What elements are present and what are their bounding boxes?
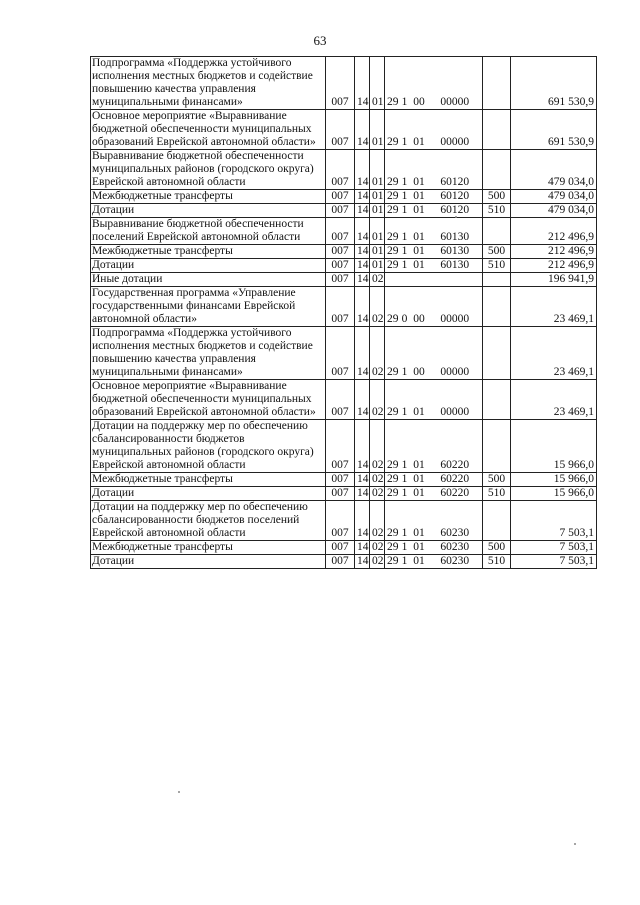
row-rz-code: 14 xyxy=(355,259,370,273)
row-subprogram-code: 1 xyxy=(399,487,411,501)
row-subprogram-code: 1 xyxy=(399,555,411,569)
table-row xyxy=(91,218,597,245)
row-rz-code: 14 xyxy=(355,420,370,473)
table-row xyxy=(91,487,597,501)
row-direction-code: 60230 xyxy=(428,541,483,555)
row-rz-code: 14 xyxy=(355,245,370,259)
row-program-code: 29 xyxy=(385,287,399,327)
row-direction-code: 60120 xyxy=(428,150,483,190)
row-name: Дотации на поддержку мер по обеспечению сбалансированности бюджетов муниципальных районов (городского округа) Еврейской автономной области xyxy=(91,420,326,473)
scan-speck xyxy=(178,791,180,793)
row-vr-code xyxy=(483,110,511,150)
row-vr-code: 510 xyxy=(483,555,511,569)
row-name: Дотации xyxy=(91,259,326,273)
table-row xyxy=(91,380,597,420)
row-gr-code: 007 xyxy=(326,57,355,110)
row-gr-code: 007 xyxy=(326,259,355,273)
row-subprogram-code: 1 xyxy=(399,259,411,273)
row-program-code: 29 xyxy=(385,327,399,380)
row-vr-code xyxy=(483,273,511,287)
row-gr-code: 007 xyxy=(326,555,355,569)
row-program-code: 29 xyxy=(385,501,399,541)
row-name: Основное мероприятие «Выравнивание бюджетной обеспеченности муниципальных образований Еврейской автономной области» xyxy=(91,110,326,150)
row-rz-code: 14 xyxy=(355,541,370,555)
row-event-code: 00 xyxy=(411,327,428,380)
row-sum: 7 503,1 xyxy=(511,501,597,541)
table-row xyxy=(91,473,597,487)
row-direction-code: 00000 xyxy=(428,287,483,327)
row-direction-code: 60130 xyxy=(428,218,483,245)
row-name: Межбюджетные трансферты xyxy=(91,190,326,204)
row-sum: 7 503,1 xyxy=(511,541,597,555)
table-row xyxy=(91,204,597,218)
row-gr-code: 007 xyxy=(326,218,355,245)
row-direction-code: 60230 xyxy=(428,501,483,541)
row-subprogram-code: 1 xyxy=(399,473,411,487)
row-event-code: 01 xyxy=(411,541,428,555)
table-row xyxy=(91,190,597,204)
row-pr-code: 01 xyxy=(370,190,385,204)
table-row xyxy=(91,555,597,569)
row-subprogram-code: 1 xyxy=(399,380,411,420)
row-sum: 212 496,9 xyxy=(511,245,597,259)
row-name: Межбюджетные трансферты xyxy=(91,473,326,487)
table-row xyxy=(91,420,597,473)
row-event-code: 01 xyxy=(411,190,428,204)
row-subprogram-code: 1 xyxy=(399,190,411,204)
scan-speck xyxy=(455,216,457,218)
row-vr-code: 510 xyxy=(483,487,511,501)
row-gr-code: 007 xyxy=(326,287,355,327)
row-program-code: 29 xyxy=(385,150,399,190)
row-name: Иные дотации xyxy=(91,273,326,287)
row-pr-code: 02 xyxy=(370,327,385,380)
row-gr-code: 007 xyxy=(326,190,355,204)
row-event-code xyxy=(411,273,428,287)
table-row xyxy=(91,57,597,110)
row-name: Подпрограмма «Поддержка устойчивого исполнения местных бюджетов и содействие повышению качества управления муниципальными финансами» xyxy=(91,327,326,380)
row-vr-code xyxy=(483,501,511,541)
row-subprogram-code: 1 xyxy=(399,541,411,555)
row-pr-code: 01 xyxy=(370,110,385,150)
row-direction-code: 00000 xyxy=(428,327,483,380)
row-vr-code: 500 xyxy=(483,473,511,487)
row-sum: 212 496,9 xyxy=(511,218,597,245)
row-program-code: 29 xyxy=(385,259,399,273)
row-rz-code: 14 xyxy=(355,204,370,218)
row-subprogram-code: 0 xyxy=(399,287,411,327)
row-pr-code: 02 xyxy=(370,555,385,569)
row-program-code: 29 xyxy=(385,541,399,555)
row-pr-code: 01 xyxy=(370,150,385,190)
row-gr-code: 007 xyxy=(326,245,355,259)
row-program-code: 29 xyxy=(385,420,399,473)
row-rz-code: 14 xyxy=(355,273,370,287)
row-direction-code: 60220 xyxy=(428,420,483,473)
row-rz-code: 14 xyxy=(355,110,370,150)
row-rz-code: 14 xyxy=(355,501,370,541)
row-event-code: 01 xyxy=(411,245,428,259)
row-pr-code: 01 xyxy=(370,259,385,273)
row-rz-code: 14 xyxy=(355,57,370,110)
row-name: Дотации xyxy=(91,555,326,569)
budget-table xyxy=(90,56,597,569)
row-event-code: 01 xyxy=(411,420,428,473)
row-vr-code xyxy=(483,327,511,380)
row-gr-code: 007 xyxy=(326,204,355,218)
row-gr-code: 007 xyxy=(326,541,355,555)
table-row xyxy=(91,110,597,150)
row-rz-code: 14 xyxy=(355,555,370,569)
row-direction-code: 60130 xyxy=(428,259,483,273)
row-name: Выравнивание бюджетной обеспеченности поселений Еврейской автономной области xyxy=(91,218,326,245)
row-vr-code: 510 xyxy=(483,204,511,218)
table-row xyxy=(91,541,597,555)
row-name: Межбюджетные трансферты xyxy=(91,245,326,259)
row-direction-code: 00000 xyxy=(428,380,483,420)
row-rz-code: 14 xyxy=(355,327,370,380)
row-program-code: 29 xyxy=(385,110,399,150)
row-vr-code: 500 xyxy=(483,541,511,555)
row-program-code: 29 xyxy=(385,190,399,204)
row-pr-code: 02 xyxy=(370,273,385,287)
table-row xyxy=(91,259,597,273)
row-rz-code: 14 xyxy=(355,487,370,501)
scan-speck xyxy=(574,843,576,845)
row-direction-code: 60230 xyxy=(428,555,483,569)
page-number: 63 xyxy=(313,33,327,48)
row-direction-code: 60130 xyxy=(428,245,483,259)
row-pr-code: 02 xyxy=(370,541,385,555)
row-gr-code: 007 xyxy=(326,273,355,287)
row-event-code: 01 xyxy=(411,259,428,273)
table-row xyxy=(91,273,597,287)
row-event-code: 01 xyxy=(411,501,428,541)
row-direction-code: 60220 xyxy=(428,487,483,501)
row-event-code: 01 xyxy=(411,380,428,420)
row-subprogram-code: 1 xyxy=(399,150,411,190)
row-subprogram-code xyxy=(399,273,411,287)
row-rz-code: 14 xyxy=(355,287,370,327)
row-subprogram-code: 1 xyxy=(399,501,411,541)
row-gr-code: 007 xyxy=(326,501,355,541)
row-subprogram-code: 1 xyxy=(399,420,411,473)
row-name: Межбюджетные трансферты xyxy=(91,541,326,555)
row-gr-code: 007 xyxy=(326,110,355,150)
row-pr-code: 01 xyxy=(370,245,385,259)
row-event-code: 01 xyxy=(411,487,428,501)
row-program-code: 29 xyxy=(385,473,399,487)
row-name: Дотации xyxy=(91,487,326,501)
row-vr-code: 500 xyxy=(483,190,511,204)
row-vr-code xyxy=(483,218,511,245)
row-rz-code: 14 xyxy=(355,190,370,204)
row-event-code: 01 xyxy=(411,218,428,245)
row-event-code: 01 xyxy=(411,473,428,487)
row-sum: 196 941,9 xyxy=(511,273,597,287)
row-rz-code: 14 xyxy=(355,218,370,245)
row-vr-code xyxy=(483,380,511,420)
row-vr-code: 500 xyxy=(483,245,511,259)
row-subprogram-code: 1 xyxy=(399,245,411,259)
row-vr-code xyxy=(483,287,511,327)
row-pr-code: 02 xyxy=(370,380,385,420)
row-subprogram-code: 1 xyxy=(399,204,411,218)
row-direction-code: 00000 xyxy=(428,110,483,150)
row-sum: 23 469,1 xyxy=(511,380,597,420)
budget-table-body xyxy=(91,57,597,569)
row-rz-code: 14 xyxy=(355,473,370,487)
row-program-code: 29 xyxy=(385,218,399,245)
row-sum: 15 966,0 xyxy=(511,420,597,473)
row-event-code: 00 xyxy=(411,287,428,327)
row-sum: 23 469,1 xyxy=(511,287,597,327)
row-gr-code: 007 xyxy=(326,327,355,380)
row-subprogram-code: 1 xyxy=(399,57,411,110)
row-subprogram-code: 1 xyxy=(399,110,411,150)
row-pr-code: 01 xyxy=(370,57,385,110)
row-sum: 15 966,0 xyxy=(511,473,597,487)
row-program-code: 29 xyxy=(385,555,399,569)
row-name: Дотации на поддержку мер по обеспечению сбалансированности бюджетов поселений Еврейской автономной области xyxy=(91,501,326,541)
row-direction-code: 00000 xyxy=(428,57,483,110)
row-direction-code: 60220 xyxy=(428,473,483,487)
row-pr-code: 02 xyxy=(370,420,385,473)
row-event-code: 00 xyxy=(411,57,428,110)
row-gr-code: 007 xyxy=(326,487,355,501)
row-gr-code: 007 xyxy=(326,473,355,487)
row-rz-code: 14 xyxy=(355,150,370,190)
row-pr-code: 01 xyxy=(370,204,385,218)
row-program-code: 29 xyxy=(385,204,399,218)
row-gr-code: 007 xyxy=(326,150,355,190)
row-sum: 479 034,0 xyxy=(511,190,597,204)
row-direction-code: 60120 xyxy=(428,204,483,218)
row-pr-code: 01 xyxy=(370,218,385,245)
row-direction-code: 60120 xyxy=(428,190,483,204)
row-program-code: 29 xyxy=(385,380,399,420)
row-vr-code xyxy=(483,150,511,190)
row-pr-code: 02 xyxy=(370,287,385,327)
row-name: Государственная программа «Управление государственными финансами Еврейской автономной области» xyxy=(91,287,326,327)
row-program-code: 29 xyxy=(385,57,399,110)
row-name: Выравнивание бюджетной обеспеченности муниципальных районов (городского округа) Еврейской автономной области xyxy=(91,150,326,190)
table-row xyxy=(91,327,597,380)
row-event-code: 01 xyxy=(411,204,428,218)
row-name: Дотации xyxy=(91,204,326,218)
row-sum: 691 530,9 xyxy=(511,110,597,150)
row-sum: 691 530,9 xyxy=(511,57,597,110)
row-gr-code: 007 xyxy=(326,420,355,473)
row-vr-code xyxy=(483,57,511,110)
row-gr-code: 007 xyxy=(326,380,355,420)
row-direction-code xyxy=(428,273,483,287)
row-sum: 479 034,0 xyxy=(511,150,597,190)
row-name: Основное мероприятие «Выравнивание бюджетной обеспеченности муниципальных образований Еврейской автономной области» xyxy=(91,380,326,420)
row-program-code xyxy=(385,273,399,287)
row-sum: 7 503,1 xyxy=(511,555,597,569)
row-rz-code: 14 xyxy=(355,380,370,420)
row-event-code: 01 xyxy=(411,150,428,190)
row-name: Подпрограмма «Поддержка устойчивого исполнения местных бюджетов и содействие повышению качества управления муниципальными финансами» xyxy=(91,57,326,110)
table-row xyxy=(91,150,597,190)
row-sum: 479 034,0 xyxy=(511,204,597,218)
row-vr-code xyxy=(483,420,511,473)
row-event-code: 01 xyxy=(411,110,428,150)
row-event-code: 01 xyxy=(411,555,428,569)
row-program-code: 29 xyxy=(385,487,399,501)
row-sum: 23 469,1 xyxy=(511,327,597,380)
row-sum: 15 966,0 xyxy=(511,487,597,501)
row-sum: 212 496,9 xyxy=(511,259,597,273)
table-row xyxy=(91,245,597,259)
row-program-code: 29 xyxy=(385,245,399,259)
row-vr-code: 510 xyxy=(483,259,511,273)
row-subprogram-code: 1 xyxy=(399,218,411,245)
row-pr-code: 02 xyxy=(370,487,385,501)
table-row xyxy=(91,501,597,541)
row-pr-code: 02 xyxy=(370,473,385,487)
row-subprogram-code: 1 xyxy=(399,327,411,380)
table-row xyxy=(91,287,597,327)
row-pr-code: 02 xyxy=(370,501,385,541)
